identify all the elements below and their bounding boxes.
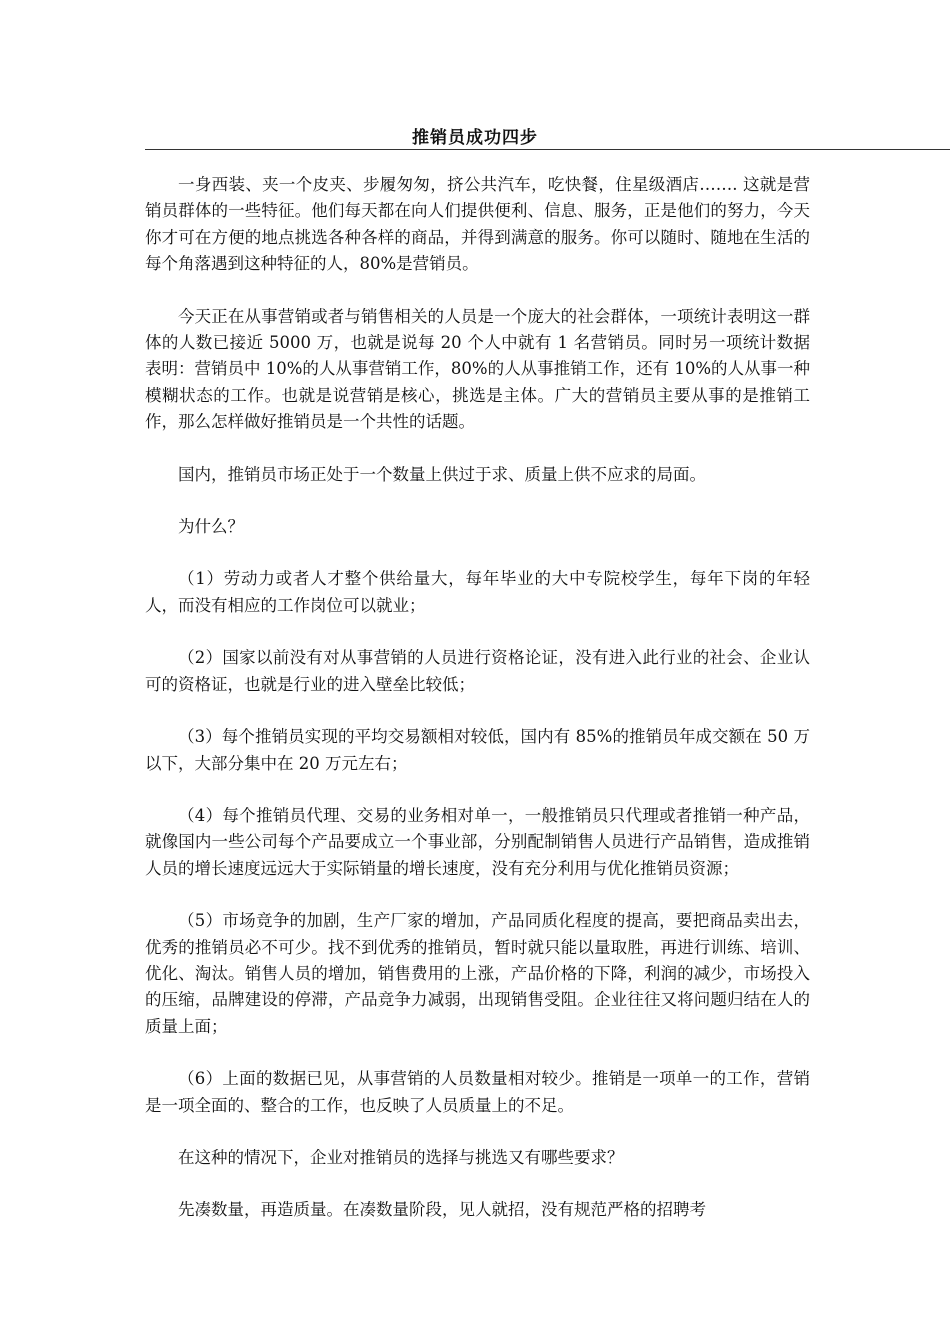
paragraph-intro: 一身西装、夹一个皮夹、步履匆匆，挤公共汽车，吃快餐，住星级酒店……. 这就是营销员群体的一些特征。他们每天都在向人们提供便利、信息、服务，正是他们的努力，今天你才可在方便的地点挑选各种各样的商品，并得到满意的服务。你可以随时、随地在生活的每个角落遇到这种特征的人，80%是营销员。 xyxy=(145,175,810,274)
paragraph-reason-3: （3）每个推销员实现的平均交易额相对较低，国内有 85%的推销员年成交额在 50 万以下，大部分集中在 20 万元左右； xyxy=(145,727,810,773)
paragraph-quantity-first: 先凑数量，再造质量。在凑数量阶段，见人就招，没有规范严格的招聘考 xyxy=(178,1200,706,1220)
document-body xyxy=(145,172,810,1250)
paragraph-reason-4: （4）每个推销员代理、交易的业务相对单一，一般推销员只代理或者推销一种产品，就像国内一些公司每个产品要成立一个事业部，分别配制销售人员进行产品销售，造成推销人员的增长速度远远大于实际销量的增长速度，没有充分利用与优化推销员资源； xyxy=(145,805,810,878)
title-underline-rule xyxy=(145,149,950,150)
paragraph-selection-question: 在这种的情况下，企业对推销员的选择与挑选又有哪些要求？ xyxy=(178,1147,624,1167)
paragraph-reason-1: （1）劳动力或者人才整个供给量大，每年毕业的大中专院校学生，每年下岗的年轻人，而没有相应的工作岗位可以就业； xyxy=(145,569,810,615)
paragraph-reason-2: （2）国家以前没有对从事营销的人员进行资格论证，没有进入此行业的社会、企业认可的资格证，也就是行业的进入壁垒比较低； xyxy=(145,648,810,694)
paragraph-question: 为什么？ xyxy=(178,517,244,537)
paragraph-market-situation: 国内，推销员市场正处于一个数量上供过于求、质量上供不应求的局面。 xyxy=(178,464,706,484)
paragraph-reason-5: （5）市场竞争的加剧，生产厂家的增加，产品同质化程度的提高，要把商品卖出去，优秀的推销员必不可少。找不到优秀的推销员，暂时就只能以量取胜，再进行训练、培训、优化、淘汰。销售人员的增加，销售费用的上涨，产品价格的下降，利润的减少，市场投入的压缩，品牌建设的停滞，产品竞争力减弱，出现销售受阻。企业往往又将问题归结在人的质量上面； xyxy=(145,911,810,1036)
paragraph-statistics: 今天正在从事营销或者与销售相关的人员是一个庞大的社会群体，一项统计表明这一群体的人数已接近 5000 万，也就是说每 20 个人中就有 1 名营销员。同时另一项统计数据表明：营销员中 10%的人从事营销工作，80%的人从事推销工作，还有 10%的人从事一种模糊状态的工作。也就是说营销是核心，挑选是主体。广大的营销员主要从事的是推销工作，那么怎样做好推销员是一个共性的话题。 xyxy=(145,306,811,432)
document-title: 推销员成功四步 xyxy=(412,128,538,148)
paragraph-reason-6: （6）上面的数据已见，从事营销的人员数量相对较少。推销是一项单一的工作，营销是一项全面的、整合的工作，也反映了人员质量上的不足。 xyxy=(145,1069,810,1115)
